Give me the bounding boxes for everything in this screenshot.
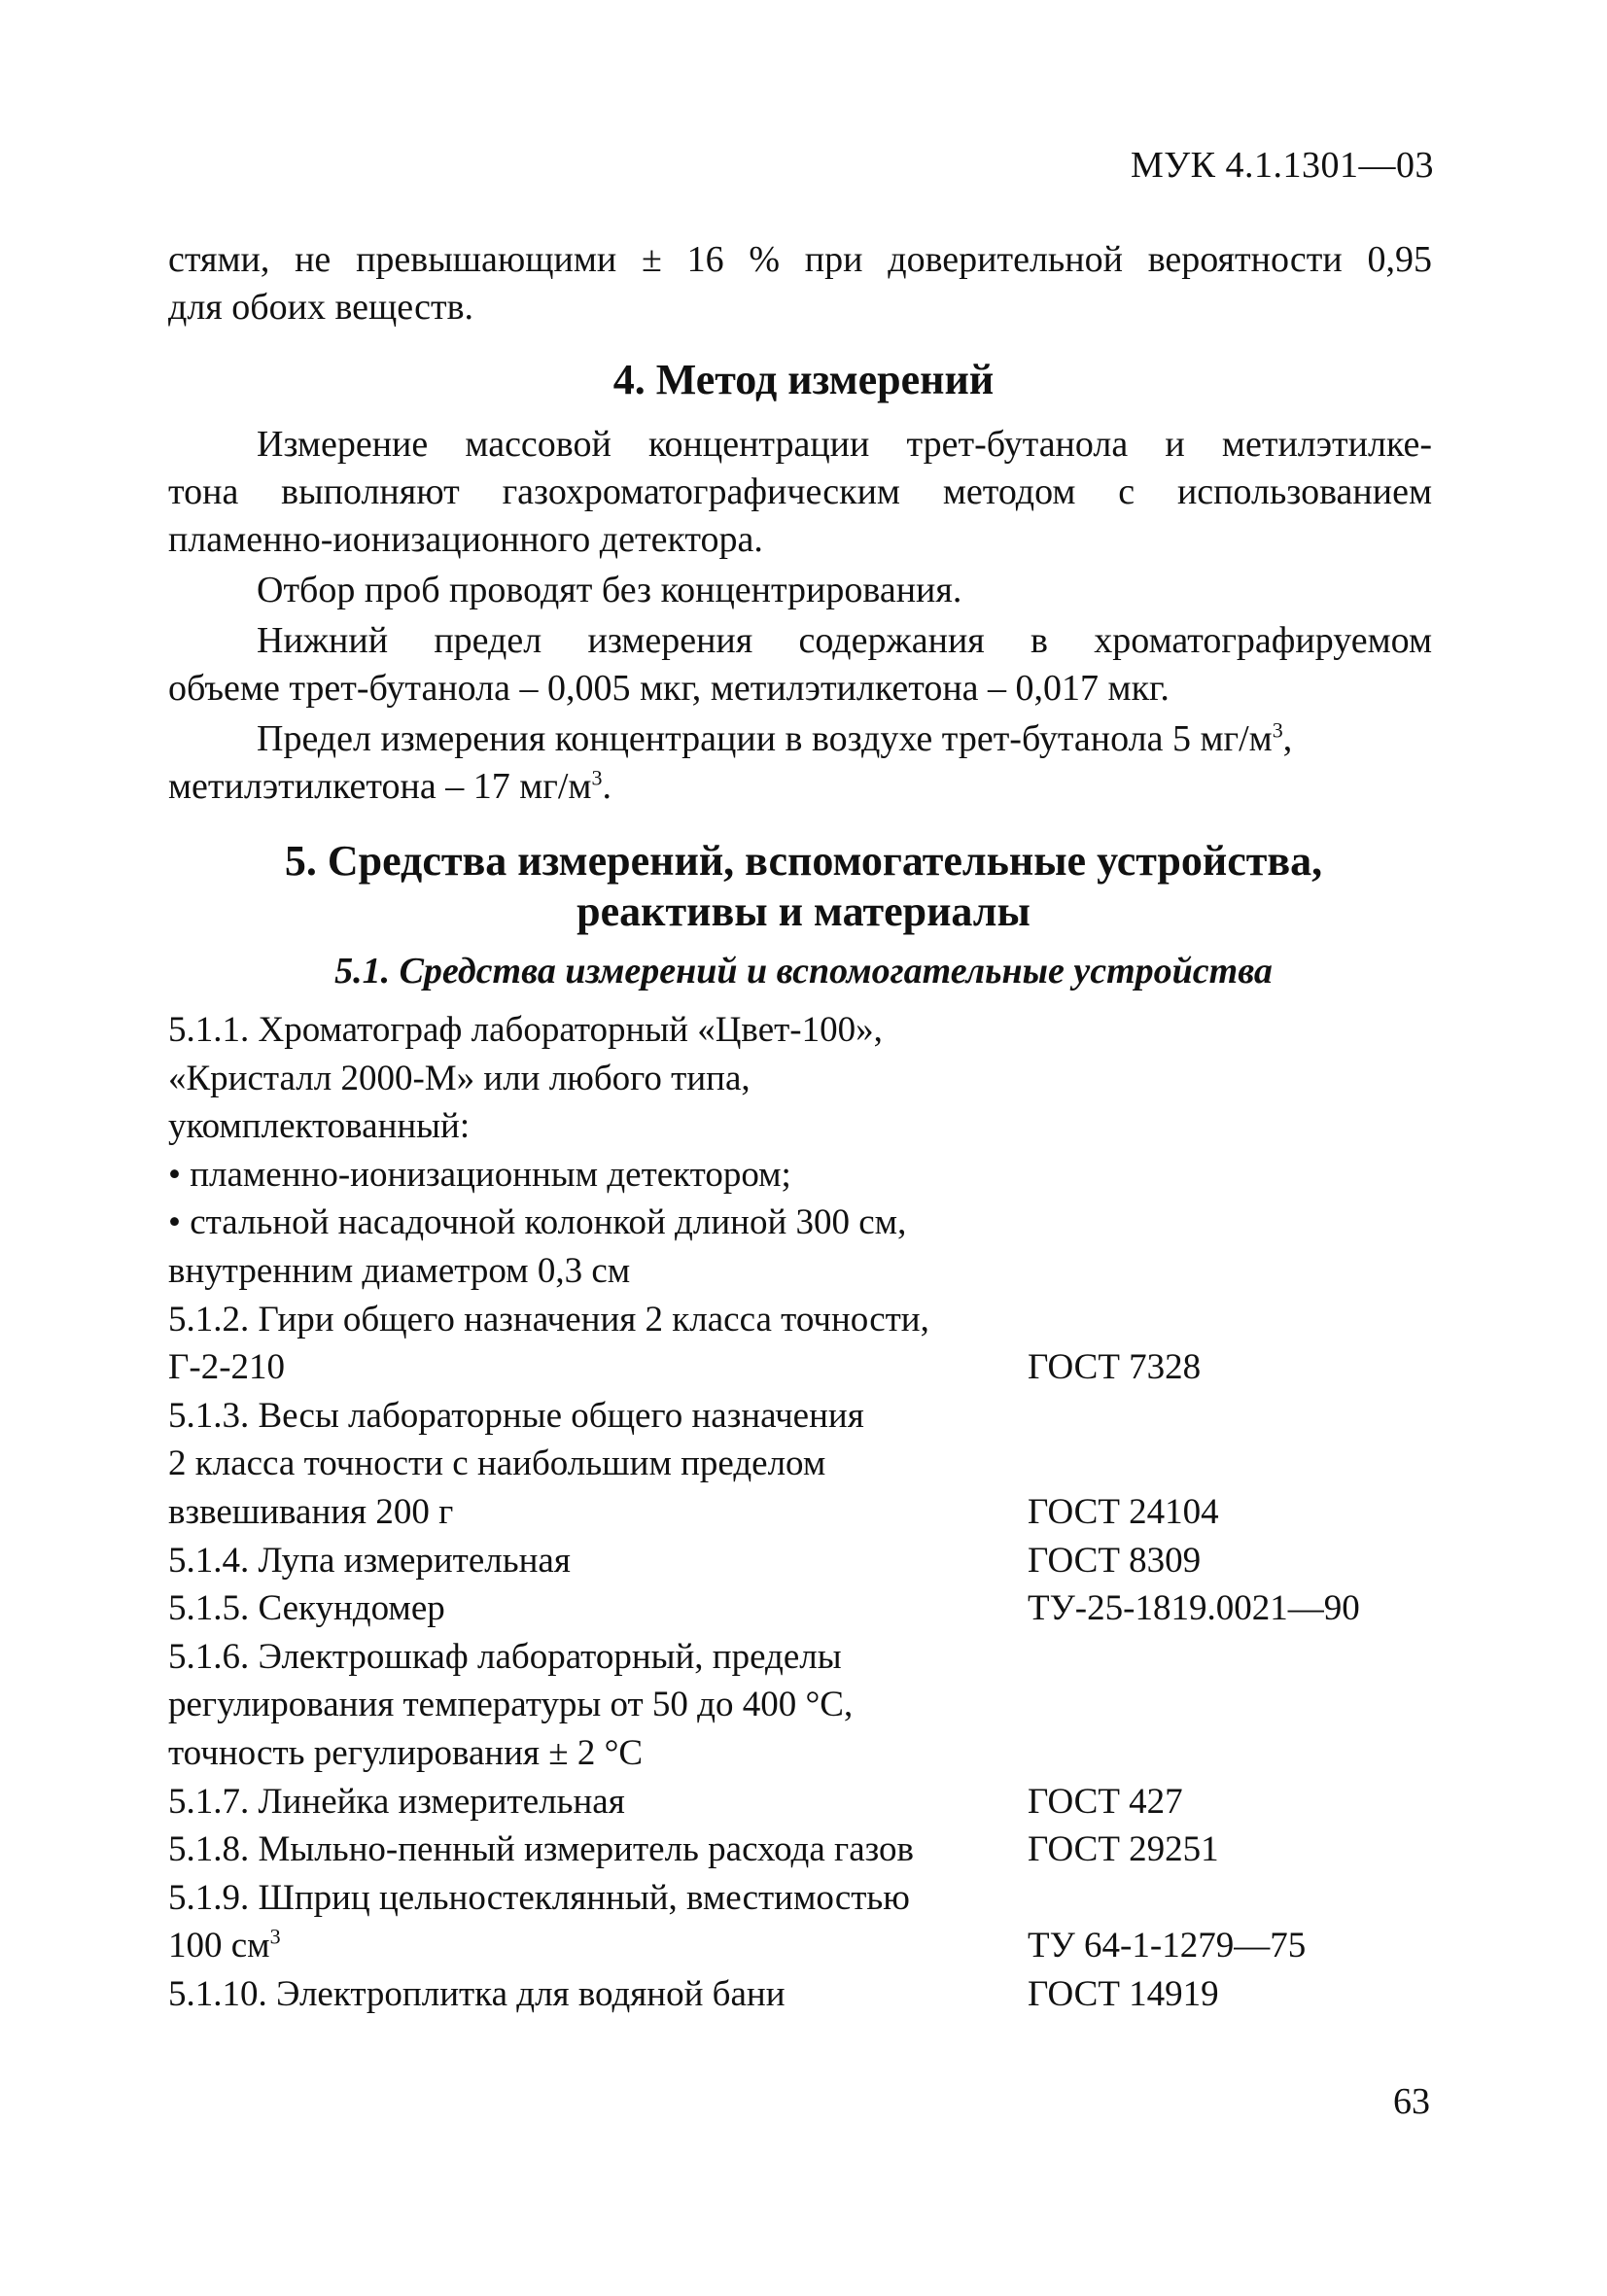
- equipment-text: Г-2-210: [168, 1347, 286, 1388]
- equipment-row: [168, 1732, 1461, 1781]
- paragraph-line: Отбор проб проводят без концентрирования.: [257, 570, 962, 610]
- equipment-row: [168, 1058, 1461, 1106]
- section-5-title: реактивы и материалы: [576, 887, 1031, 935]
- section-4-title: 4. Метод измерений: [612, 356, 995, 403]
- paragraph-text: метилэтилкетона – 17 мг/м: [168, 766, 592, 807]
- equipment-row: [168, 1299, 1461, 1347]
- equipment-standard: ГОСТ 14919: [1028, 1973, 1219, 2014]
- equipment-row: [168, 1925, 1461, 1973]
- paragraph-line: объеме трет-бутанола – 0,005 мкг, метилэтилкетона – 0,017 мкг.: [168, 668, 1170, 709]
- equipment-row: [168, 1973, 1461, 2022]
- equipment-row: [168, 1636, 1461, 1685]
- equipment-row: [168, 1877, 1461, 1926]
- paragraph-line: пламенно-ионизационного детектора.: [168, 519, 763, 560]
- subsection-title: 5.1. Средства измерений и вспомогательные устройства: [334, 951, 1273, 991]
- equipment-standard: ГОСТ 427: [1028, 1781, 1183, 1822]
- superscript: 3: [269, 1924, 281, 1949]
- equipment-text: точность регулирования ± 2 °С: [168, 1732, 644, 1773]
- equipment-text: 5.1.4. Лупа измерительная: [168, 1540, 571, 1581]
- equipment-text: 5.1.6. Электрошкаф лабораторный, пределы: [168, 1636, 842, 1677]
- equipment-text: 2 класса точности с наибольшим пределом: [168, 1444, 826, 1484]
- paragraph-line: тона выполняют газохроматографическим методом с использованием: [168, 471, 1432, 512]
- equipment-text: • стальной насадочной колонкой длиной 300 см,: [168, 1202, 907, 1243]
- equipment-text: 5.1.3. Весы лабораторные общего назначения: [168, 1395, 864, 1436]
- equipment-standard: ТУ 64-1-1279—75: [1028, 1926, 1307, 1966]
- equipment-row: [168, 1491, 1461, 1540]
- equipment-row: [168, 1684, 1461, 1732]
- equipment-row: [168, 1105, 1461, 1154]
- paragraph-text: Предел измерения концентрации в воздухе трет-бутанола 5 мг/м: [257, 718, 1273, 759]
- detection-limit-line: [168, 765, 1432, 808]
- equipment-row: [168, 1781, 1461, 1829]
- paragraph-text: .: [602, 766, 611, 807]
- equipment-row: [168, 1201, 1461, 1250]
- equipment-text: взвешивания 200 г: [168, 1491, 454, 1532]
- equipment-standard: ГОСТ 8309: [1028, 1540, 1202, 1581]
- superscript: 3: [591, 765, 603, 790]
- equipment-standard: ГОСТ 29251: [1028, 1829, 1219, 1870]
- equipment-row: [168, 1828, 1461, 1877]
- equipment-row: [168, 1587, 1461, 1636]
- equipment-row: [168, 1154, 1461, 1202]
- equipment-text: «Кристалл 2000-М» или любого типа,: [168, 1058, 751, 1098]
- equipment-text: укомплектованный:: [168, 1106, 471, 1147]
- equipment-text: внутренним диаметром 0,3 см: [168, 1250, 631, 1291]
- equipment-standard: ТУ-25-1819.0021—90: [1028, 1588, 1360, 1629]
- equipment-text: 100 см: [168, 1926, 270, 1966]
- equipment-row: [168, 1395, 1461, 1444]
- equipment-standard: ГОСТ 24104: [1028, 1491, 1219, 1532]
- document-code: МУК 4.1.1301—03: [1130, 145, 1434, 186]
- equipment-row: [168, 1540, 1461, 1588]
- equipment-row: [168, 1009, 1461, 1058]
- equipment-text-with-superscript: [168, 1925, 281, 1966]
- equipment-text: 5.1.8. Мыльно-пенный измеритель расхода газов: [168, 1829, 915, 1870]
- paragraph-text: ,: [1282, 718, 1293, 759]
- detection-limit-line: [257, 717, 1432, 760]
- paragraph-line: Измерение массовой концентрации трет-бутанола и метилэтилке-: [257, 424, 1432, 465]
- equipment-text: 5.1.7. Линейка измерительная: [168, 1781, 625, 1822]
- paragraph-line: Нижний предел измерения содержания в хроматографируемом: [257, 620, 1432, 661]
- equipment-text: 5.1.2. Гири общего назначения 2 класса точности,: [168, 1299, 929, 1339]
- superscript: 3: [1272, 717, 1283, 743]
- equipment-text: 5.1.5. Секундомер: [168, 1588, 445, 1629]
- equipment-standard: ГОСТ 7328: [1028, 1347, 1202, 1388]
- equipment-row: [168, 1250, 1461, 1299]
- equipment-row: [168, 1346, 1461, 1395]
- equipment-text: регулирования температуры от 50 до 400 °С,: [168, 1685, 854, 1725]
- section-5-title: 5. Средства измерений, вспомогательные устройства,: [284, 837, 1323, 885]
- equipment-text: • пламенно-ионизационным детектором;: [168, 1154, 791, 1195]
- equipment-list: [168, 1009, 1461, 2021]
- intro-line: для обоих веществ.: [168, 287, 474, 328]
- equipment-text: 5.1.10. Электроплитка для водяной бани: [168, 1973, 786, 2014]
- equipment-text: 5.1.1. Хроматограф лабораторный «Цвет-100»,: [168, 1010, 883, 1050]
- equipment-text: 5.1.9. Шприц цельностеклянный, вместимостью: [168, 1877, 910, 1918]
- intro-line: стями, не превышающими ± 16 % при доверительной вероятности 0,95: [168, 239, 1432, 280]
- page-number: 63: [1393, 2081, 1430, 2122]
- equipment-row: [168, 1443, 1461, 1491]
